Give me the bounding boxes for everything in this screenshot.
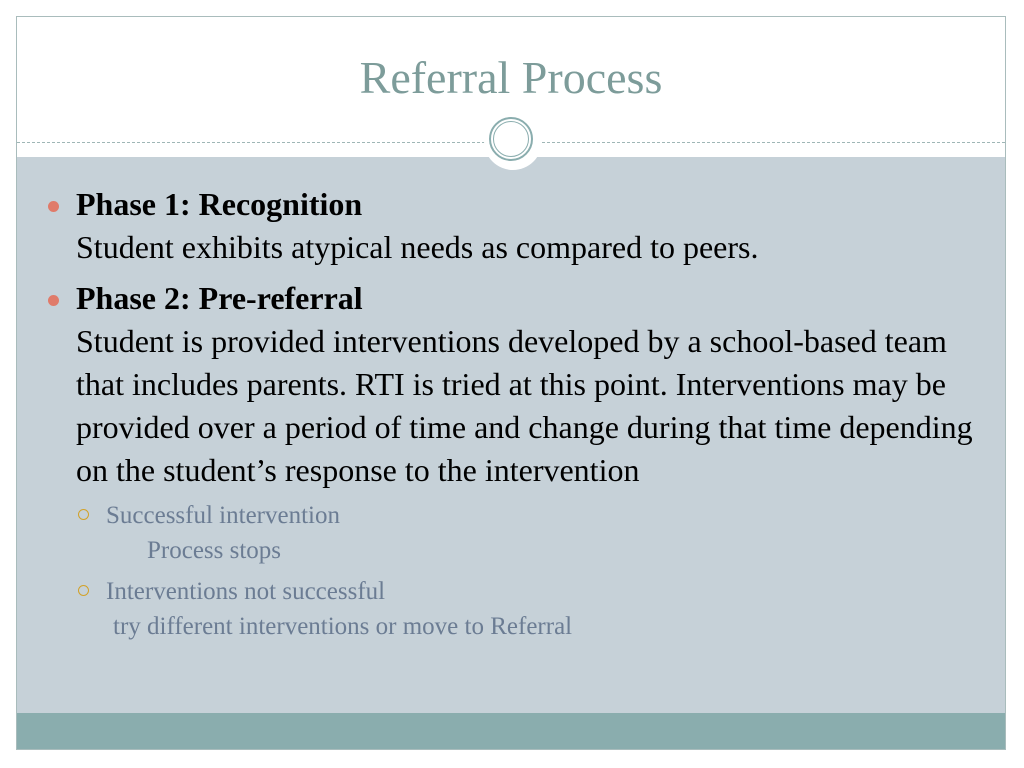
- list-item-phase-1: [17, 183, 1005, 269]
- ornament-inner-ring: [493, 121, 529, 157]
- filled-circle-bullet-icon: [48, 201, 59, 212]
- slide: [16, 16, 1006, 750]
- phase-2-heading: Phase 2: Pre-referral: [76, 280, 363, 316]
- sub-item-detail: try different interventions or move to Referral: [113, 613, 573, 640]
- sub-item-label: Successful intervention: [106, 502, 340, 529]
- double-ring-circle-icon: [484, 112, 542, 170]
- list-item-phase-2: [17, 277, 1005, 644]
- sub-item-successful: [76, 498, 975, 568]
- phase-2-sub-list: [76, 498, 975, 644]
- filled-circle-bullet-icon: [48, 295, 59, 306]
- phase-1-body: Student exhibits atypical needs as compared to peers.: [76, 229, 759, 265]
- sub-item-not-successful: [76, 574, 975, 644]
- phase-1-heading: Phase 1: Recognition: [76, 186, 363, 222]
- hollow-circle-bullet-icon: [78, 509, 89, 520]
- phase-2-body: Student is provided interventions developed by a school-based team that includes parents. RTI is tried at this point. Interventions may be provided over a period of time and change during that time depending on the student’s response to the intervention: [76, 323, 973, 488]
- hollow-circle-bullet-icon: [78, 585, 89, 596]
- bullet-list: [17, 183, 1005, 652]
- slide-title: Referral Process: [359, 52, 663, 103]
- sub-item-label: Interventions not successful: [106, 578, 386, 605]
- footer-band: [17, 713, 1005, 749]
- sub-item-detail: Process stops: [147, 537, 282, 564]
